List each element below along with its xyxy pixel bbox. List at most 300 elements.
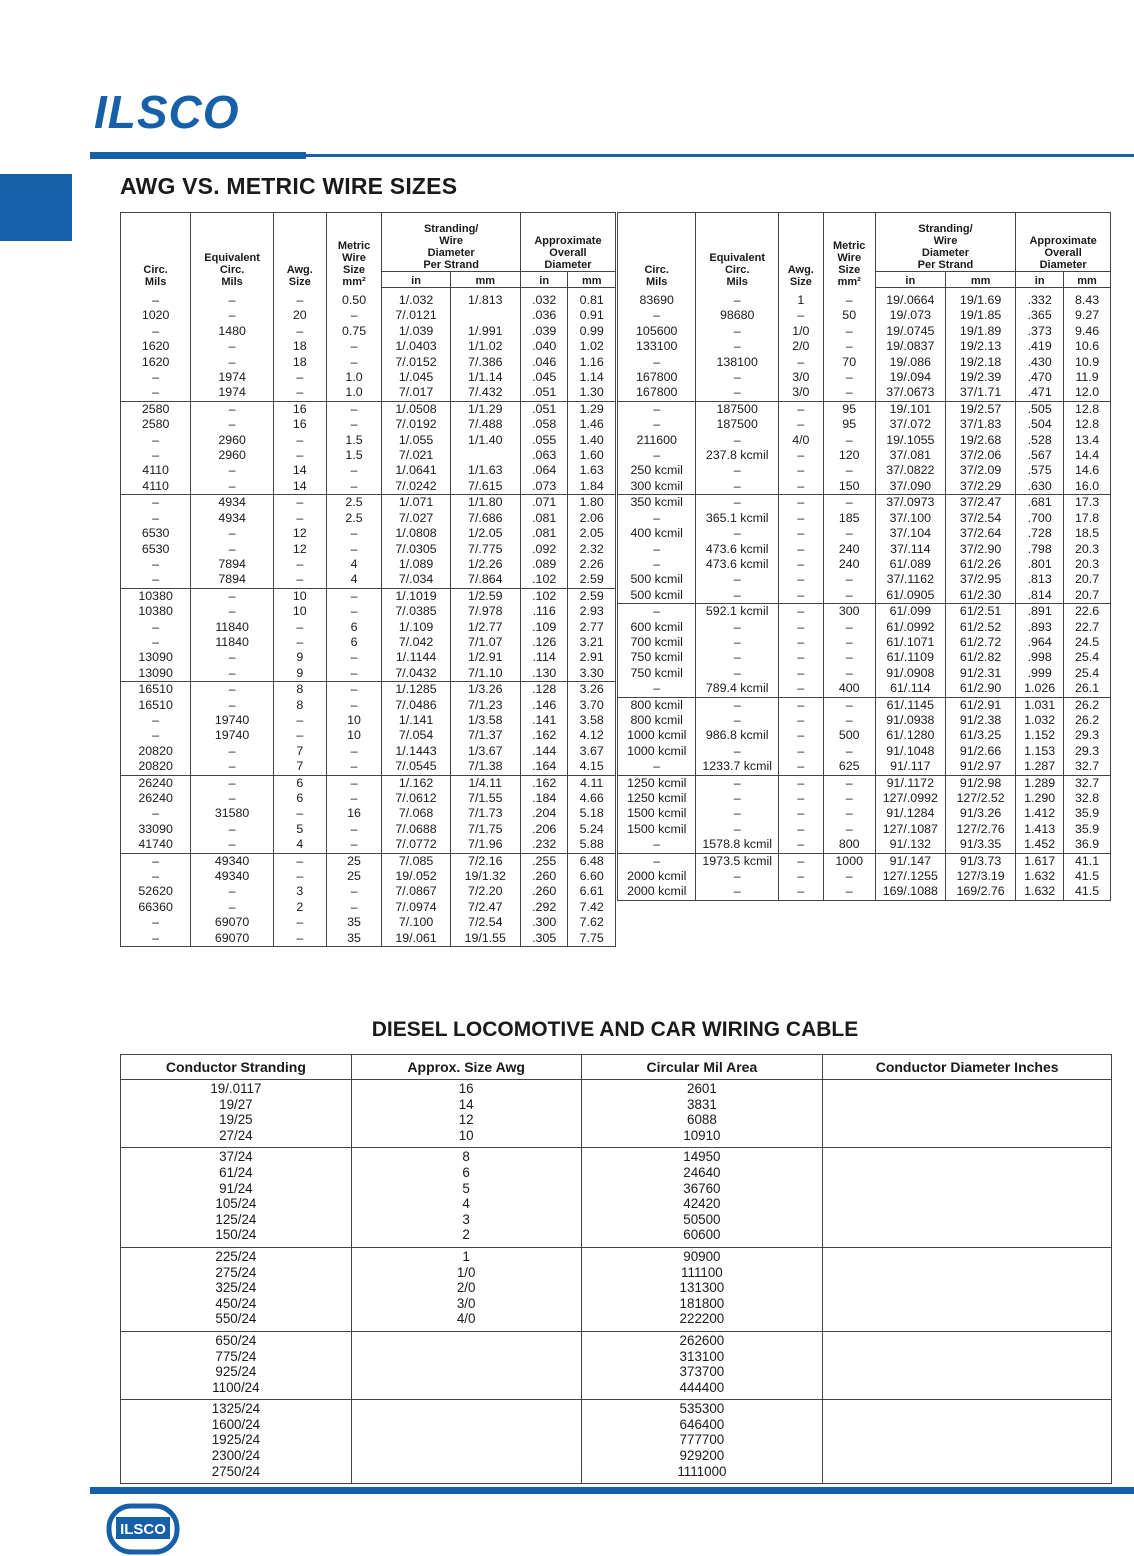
diesel-value: 373700	[679, 1364, 725, 1380]
table-cell: –	[778, 401, 823, 417]
table-cell: –	[823, 744, 875, 759]
table-cell	[450, 308, 520, 323]
table-cell: –	[778, 869, 823, 884]
table-cell: 1/1.63	[450, 463, 520, 478]
table-cell: –	[696, 775, 779, 791]
header-stranding-line: Stranding/	[423, 223, 479, 235]
table-cell: –	[191, 288, 274, 309]
table-cell: –	[191, 542, 274, 557]
table-cell: 18	[273, 355, 326, 370]
table-cell: 91/3.73	[945, 853, 1015, 869]
table-cell: 1.0	[326, 385, 382, 401]
table-cell: 592.1 kcmil	[696, 604, 779, 620]
table-cell: 14	[273, 463, 326, 478]
diesel-header: Approx. Size Awg	[351, 1055, 581, 1080]
table-cell: 9	[273, 650, 326, 665]
table-cell: .064	[520, 463, 568, 478]
table-cell: 91/2.97	[945, 759, 1015, 775]
table-cell: .575	[1016, 463, 1064, 478]
table-cell: 300	[823, 604, 875, 620]
table-cell: –	[618, 542, 696, 557]
diesel-value	[352, 1464, 581, 1480]
table-cell: 24.5	[1064, 635, 1111, 650]
table-cell: 9.27	[1064, 308, 1111, 323]
table-cell: .126	[520, 635, 568, 650]
section-tab	[0, 174, 72, 241]
table-cell: 2.77	[568, 620, 616, 635]
table-cell: .109	[520, 620, 568, 635]
diesel-cell	[351, 1080, 581, 1148]
table-cell: –	[121, 806, 191, 821]
table-cell: 2.91	[568, 650, 616, 665]
table-cell: 19/1.89	[945, 324, 1015, 339]
table-cell: –	[618, 355, 696, 370]
table-cell: 19740	[191, 713, 274, 728]
table-cell: 473.6 kcmil	[696, 542, 779, 557]
table-cell: 29.3	[1064, 728, 1111, 743]
table-cell: 7/.0688	[382, 822, 450, 837]
table-cell: –	[191, 417, 274, 432]
diesel-cell	[823, 1080, 1112, 1148]
table-cell: 1.40	[568, 433, 616, 448]
table-cell: 7/.615	[450, 479, 520, 495]
table-row	[121, 479, 616, 495]
table-row	[121, 698, 616, 713]
diesel-value: 125/24	[215, 1211, 257, 1227]
table-cell: 49340	[191, 853, 274, 869]
table-cell: .728	[1016, 526, 1064, 541]
table-cell: .567	[1016, 448, 1064, 463]
header-equivalent-line: Mils	[726, 275, 748, 288]
table-cell: 1/.045	[382, 370, 450, 385]
diesel-cell	[121, 1400, 352, 1484]
table-cell: 11.9	[1064, 370, 1111, 385]
table-cell: –	[121, 915, 191, 930]
diesel-value: 2750/24	[211, 1463, 261, 1479]
diesel-value	[823, 1401, 1111, 1417]
table-cell: 25.4	[1064, 666, 1111, 681]
table-cell: .036	[520, 308, 568, 323]
table-cell: 10	[326, 713, 382, 728]
table-cell: 41.5	[1064, 884, 1111, 900]
header-unit: mm	[1064, 272, 1111, 288]
header-awg-size	[273, 213, 326, 288]
table-row	[618, 666, 1111, 681]
diesel-value	[823, 1181, 1111, 1197]
table-cell: –	[326, 775, 382, 791]
table-cell: 7/2.47	[450, 900, 520, 915]
table-cell: 1.289	[1016, 775, 1064, 791]
table-cell: 1/1.80	[450, 495, 520, 511]
table-row	[121, 759, 616, 775]
table-row	[618, 869, 1111, 884]
diesel-group	[121, 1247, 1112, 1331]
table-row	[121, 682, 616, 698]
table-cell: 6	[273, 791, 326, 806]
diesel-value: 313100	[679, 1348, 725, 1364]
table-row	[121, 884, 616, 899]
table-cell: 91/.1284	[875, 806, 945, 821]
table-cell: –	[618, 759, 696, 775]
table-cell: 7/.0867	[382, 884, 450, 899]
table-cell: 133100	[618, 339, 696, 354]
table-cell: –	[778, 744, 823, 759]
table-cell: –	[273, 635, 326, 650]
diesel-value: 19/27	[219, 1096, 253, 1112]
table-cell: –	[191, 666, 274, 682]
table-cell: 350 kcmil	[618, 495, 696, 511]
table-cell: 37/2.09	[945, 463, 1015, 478]
table-cell: 3.30	[568, 666, 616, 682]
table-cell: 2.26	[568, 557, 616, 572]
table-cell: –	[823, 791, 875, 806]
table-cell: .998	[1016, 650, 1064, 665]
table-row	[618, 744, 1111, 759]
table-row	[121, 511, 616, 526]
table-row	[618, 620, 1111, 635]
table-cell: 17.8	[1064, 511, 1111, 526]
table-cell: 8.43	[1064, 288, 1111, 309]
table-cell: –	[273, 495, 326, 511]
table-cell: 4.15	[568, 759, 616, 775]
table-cell: 7894	[191, 557, 274, 572]
table-cell: –	[696, 572, 779, 587]
diesel-value	[823, 1296, 1111, 1312]
diesel-cell	[121, 1080, 352, 1148]
table-cell: 52620	[121, 884, 191, 899]
header-overall-diameter-line: Overall	[1044, 247, 1082, 259]
table-cell: 20	[273, 308, 326, 323]
table-cell: –	[778, 308, 823, 323]
table-cell: 1620	[121, 355, 191, 370]
diesel-value	[352, 1380, 581, 1396]
table-cell: 1620	[121, 339, 191, 354]
awg-table-left	[120, 212, 616, 947]
table-cell: 7/.386	[450, 355, 520, 370]
table-cell: 69070	[191, 931, 274, 947]
table-cell: 35.9	[1064, 822, 1111, 837]
header-overall-diameter-line: Overall	[549, 247, 587, 259]
table-cell: 3	[273, 884, 326, 899]
table-cell: .089	[520, 557, 568, 572]
diesel-value	[823, 1249, 1111, 1265]
table-cell: –	[778, 806, 823, 821]
table-cell: 1.413	[1016, 822, 1064, 837]
diesel-cell	[581, 1247, 823, 1331]
header-stranding	[875, 213, 1016, 272]
table-cell: 1/.0403	[382, 339, 450, 354]
table-row	[618, 495, 1111, 511]
table-cell: 1.452	[1016, 837, 1064, 853]
table-cell: 91/.1048	[875, 744, 945, 759]
table-cell: 1020	[121, 308, 191, 323]
table-cell: 61/.1071	[875, 635, 945, 650]
table-cell: 0.75	[326, 324, 382, 339]
header-awg-size-line: Awg.	[286, 263, 313, 276]
table-cell: 2.5	[326, 511, 382, 526]
table-cell: 91/2.38	[945, 713, 1015, 728]
ilsco-badge-logo	[106, 1503, 180, 1555]
table-cell: 365.1 kcmil	[696, 511, 779, 526]
table-cell: 19/.094	[875, 370, 945, 385]
header-circ-mils	[618, 213, 696, 288]
table-cell: 8	[273, 698, 326, 713]
table-cell: –	[191, 837, 274, 853]
table-cell: 37/2.90	[945, 542, 1015, 557]
table-row	[618, 511, 1111, 526]
table-cell: 1.5	[326, 448, 382, 463]
diesel-value	[823, 1349, 1111, 1365]
table-cell: –	[326, 884, 382, 899]
table-cell: 1.30	[568, 385, 616, 401]
table-cell: –	[273, 324, 326, 339]
table-cell: 187500	[696, 417, 779, 432]
table-cell: 61/.089	[875, 557, 945, 572]
table-cell: –	[823, 526, 875, 541]
table-cell: –	[273, 806, 326, 821]
table-cell: 91/2.98	[945, 775, 1015, 791]
table-cell: 25	[326, 853, 382, 869]
table-cell: 37/.114	[875, 542, 945, 557]
table-cell: 4.12	[568, 728, 616, 743]
diesel-value	[823, 1333, 1111, 1349]
table-cell: 91/.1172	[875, 775, 945, 791]
table-cell: 32.7	[1064, 775, 1111, 791]
table-cell: 61/.114	[875, 681, 945, 697]
table-cell: 2.06	[568, 511, 616, 526]
table-cell: 12.8	[1064, 401, 1111, 417]
table-cell: 138100	[696, 355, 779, 370]
diesel-group	[121, 1148, 1112, 1248]
table-cell: 6	[326, 635, 382, 650]
table-cell: –	[191, 775, 274, 791]
header-stranding-line: Stranding/	[918, 223, 973, 235]
table-row	[121, 355, 616, 370]
table-cell: –	[823, 433, 875, 448]
table-cell: 19/.0837	[875, 339, 945, 354]
table-cell: 10	[326, 728, 382, 743]
table-cell: 167800	[618, 385, 696, 401]
table-cell: –	[191, 884, 274, 899]
table-cell: 26240	[121, 791, 191, 806]
table-cell: 37/2.47	[945, 495, 1015, 511]
table-cell: 1/2.26	[450, 557, 520, 572]
table-cell: .999	[1016, 666, 1064, 681]
table-cell: 6.48	[568, 853, 616, 869]
table-cell: 61/.1280	[875, 728, 945, 743]
table-cell: 25	[326, 869, 382, 884]
diesel-value: 444400	[679, 1379, 725, 1395]
table-cell: 1/.032	[382, 288, 450, 309]
diesel-header: Conductor Stranding	[121, 1055, 352, 1080]
table-cell: 7/.0545	[382, 759, 450, 775]
table-cell: 3.26	[568, 682, 616, 698]
diesel-value: 4/0	[456, 1311, 476, 1327]
table-cell: –	[618, 604, 696, 620]
table-cell: 750 kcmil	[618, 666, 696, 681]
diesel-value: 650/24	[215, 1332, 257, 1348]
table-cell: –	[121, 931, 191, 947]
table-cell: –	[273, 385, 326, 401]
table-cell: 127/.1087	[875, 822, 945, 837]
table-cell: 625	[823, 759, 875, 775]
table-cell: 14.4	[1064, 448, 1111, 463]
diesel-value: 6	[462, 1164, 470, 1180]
table-cell: 1480	[191, 324, 274, 339]
table-row	[618, 728, 1111, 743]
diesel-value	[823, 1081, 1111, 1097]
table-cell: .116	[520, 604, 568, 619]
table-cell: –	[326, 837, 382, 853]
table-cell: 61/2.72	[945, 635, 1015, 650]
table-cell: –	[121, 370, 191, 385]
table-cell: 2	[273, 900, 326, 915]
table-cell: –	[191, 463, 274, 478]
table-cell: 7/.864	[450, 572, 520, 588]
table-cell: 14.6	[1064, 463, 1111, 478]
diesel-cell	[351, 1400, 581, 1484]
table-cell: .046	[520, 355, 568, 370]
table-cell: .144	[520, 744, 568, 759]
diesel-value: 50500	[683, 1211, 721, 1227]
diesel-value: 24640	[683, 1164, 721, 1180]
table-cell: 5.18	[568, 806, 616, 821]
table-cell: –	[696, 806, 779, 821]
table-cell: –	[273, 869, 326, 884]
table-cell: .505	[1016, 401, 1064, 417]
table-cell: –	[823, 495, 875, 511]
table-row	[618, 355, 1111, 370]
table-cell: 1.026	[1016, 681, 1064, 697]
table-cell: 1/.071	[382, 495, 450, 511]
table-cell: –	[191, 588, 274, 604]
table-cell: 0.99	[568, 324, 616, 339]
table-cell: –	[823, 650, 875, 665]
table-cell: 91/2.66	[945, 744, 1015, 759]
header-awg-size-line: Size	[789, 275, 812, 288]
table-cell: –	[273, 853, 326, 869]
table-cell: –	[191, 900, 274, 915]
table-cell: –	[191, 479, 274, 495]
table-cell: 7/.085	[382, 853, 450, 869]
table-cell: 4934	[191, 511, 274, 526]
table-cell: 1.60	[568, 448, 616, 463]
table-cell: 37/.104	[875, 526, 945, 541]
table-cell: 300 kcmil	[618, 479, 696, 495]
table-row	[121, 433, 616, 448]
table-cell: 12	[273, 542, 326, 557]
header-awg-size-line: Awg.	[787, 263, 814, 276]
table-cell: –	[778, 837, 823, 853]
table-cell: 211600	[618, 433, 696, 448]
diesel-cell	[121, 1247, 352, 1331]
table-cell: 7.75	[568, 931, 616, 947]
diesel-value: 929200	[679, 1448, 725, 1464]
table-cell: 37/1.71	[945, 385, 1015, 401]
table-cell: –	[273, 370, 326, 385]
table-cell: 14	[273, 479, 326, 495]
table-cell: 6.61	[568, 884, 616, 899]
table-cell: 26.1	[1064, 681, 1111, 697]
table-cell: 7/.488	[450, 417, 520, 432]
table-cell: .814	[1016, 588, 1064, 604]
table-cell: .365	[1016, 308, 1064, 323]
diesel-value: 27/24	[219, 1127, 253, 1143]
table-cell: 2.05	[568, 526, 616, 541]
table-cell: 7/1.23	[450, 698, 520, 713]
table-cell: 61/2.52	[945, 620, 1015, 635]
header-metric-size-line: Metric	[337, 239, 371, 252]
header-rule-accent	[90, 152, 306, 159]
table-row	[618, 324, 1111, 339]
table-cell: 1/.1144	[382, 650, 450, 665]
table-cell: 37/2.95	[945, 572, 1015, 587]
table-cell: 1/.0508	[382, 401, 450, 417]
diesel-value: 16	[458, 1081, 474, 1096]
table-cell: 2.59	[568, 588, 616, 604]
table-cell: 69070	[191, 915, 274, 930]
table-row	[121, 822, 616, 837]
table-cell: 16	[273, 417, 326, 432]
table-cell: –	[326, 526, 382, 541]
table-cell: 2580	[121, 401, 191, 417]
table-cell: 16	[326, 806, 382, 821]
diesel-value: 2601	[687, 1081, 717, 1096]
table-cell: 1/3.67	[450, 744, 520, 759]
table-row	[121, 744, 616, 759]
table-cell: 240	[823, 542, 875, 557]
table-cell: 0.50	[326, 288, 382, 309]
diesel-value: 262600	[679, 1332, 725, 1348]
table-cell: 20820	[121, 744, 191, 759]
header-metric-size-line: Size	[838, 263, 861, 276]
table-cell: –	[823, 635, 875, 650]
header-awg-size-line: Size	[288, 275, 311, 288]
header-equivalent	[696, 213, 779, 288]
table-cell: 600 kcmil	[618, 620, 696, 635]
table-cell: –	[778, 728, 823, 743]
table-cell: 37/2.29	[945, 479, 1015, 495]
header-awg-size	[778, 213, 823, 288]
table-cell: .813	[1016, 572, 1064, 587]
table-cell: –	[778, 713, 823, 728]
table-cell: 1000 kcmil	[618, 728, 696, 743]
table-row	[121, 308, 616, 323]
table-cell: 37/.1162	[875, 572, 945, 587]
table-cell: –	[326, 339, 382, 354]
diesel-cell	[823, 1148, 1112, 1248]
table-cell: 500 kcmil	[618, 572, 696, 587]
table-cell: 127/3.19	[945, 869, 1015, 884]
table-cell: 1250 kcmil	[618, 791, 696, 806]
table-cell: 7/.0121	[382, 308, 450, 323]
table-cell: 66360	[121, 900, 191, 915]
table-cell: 7/.042	[382, 635, 450, 650]
table-cell: 1/.141	[382, 713, 450, 728]
table-cell: .039	[520, 324, 568, 339]
table-cell: 61/2.90	[945, 681, 1015, 697]
table-row	[618, 557, 1111, 572]
diesel-value	[352, 1401, 581, 1417]
table-cell: 750 kcmil	[618, 650, 696, 665]
footer-rule	[90, 1487, 1134, 1494]
table-cell: 4	[326, 572, 382, 588]
table-cell: 7/1.96	[450, 837, 520, 853]
table-cell: 10.9	[1064, 355, 1111, 370]
table-cell: 11840	[191, 620, 274, 635]
header-stranding-line: Per Strand	[423, 259, 479, 271]
table-cell: .528	[1016, 433, 1064, 448]
